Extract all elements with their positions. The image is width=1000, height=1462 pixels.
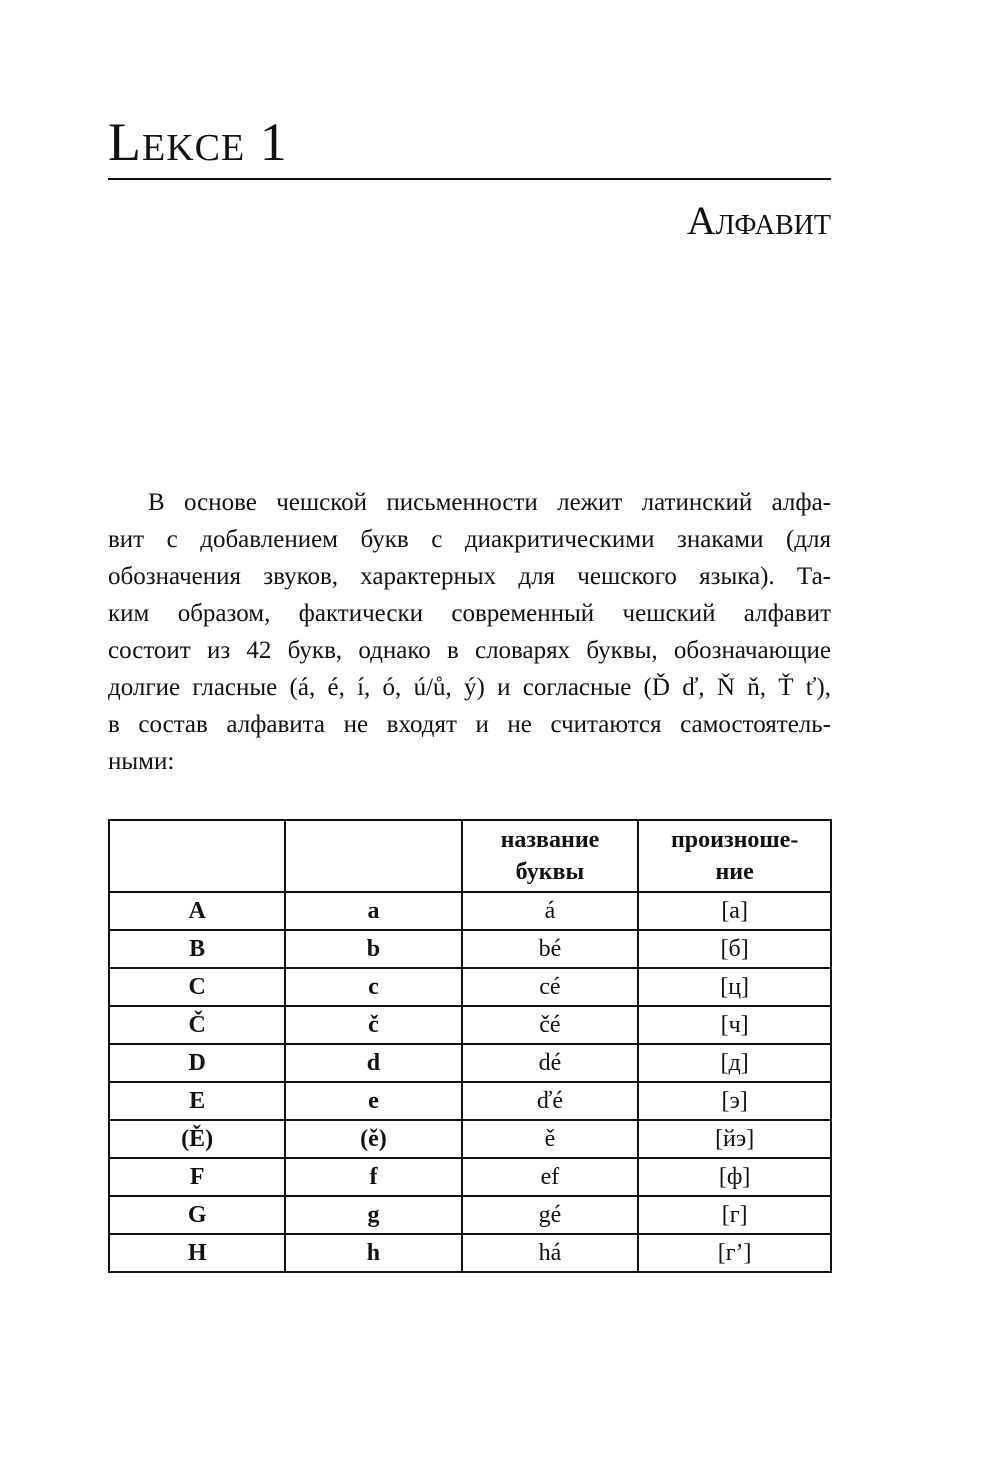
uppercase-cell: (Ě) [109,1120,285,1158]
uppercase-cell: E [109,1082,285,1120]
lowercase-cell: č [285,1006,461,1044]
header-pron-l1: произноше- [670,827,799,853]
uppercase-cell: B [109,930,285,968]
pronunciation-cell: [ц] [638,968,831,1006]
section-title: Алфавит [686,198,831,243]
table-row [109,1006,831,1044]
pronunciation-cell: [ф] [638,1158,831,1196]
lowercase-cell: g [285,1196,461,1234]
uppercase-cell: H [109,1234,285,1272]
lowercase-cell: a [285,892,461,930]
header-uppercase [109,820,285,892]
lowercase-cell: (ě) [285,1120,461,1158]
table-row [109,1044,831,1082]
lowercase-cell: h [285,1234,461,1272]
uppercase-cell: F [109,1158,285,1196]
table-row [109,1082,831,1120]
pronunciation-cell: [г] [638,1196,831,1234]
table-row [109,930,831,968]
alphabet-table [108,819,832,1273]
table-row [109,968,831,1006]
letter-name-cell: dé [462,1044,639,1082]
lowercase-cell: b [285,930,461,968]
letter-name-cell: cé [462,968,639,1006]
paragraph-line: обозначения звуков, характерных для чешского языка). Та- [108,563,831,590]
letter-name-cell: ě [462,1120,639,1158]
header-pron-l2: ние [715,859,754,885]
table-header-row [109,820,831,892]
pronunciation-cell: [а] [638,892,831,930]
pronunciation-cell: [ч] [638,1006,831,1044]
pronunciation-cell: [д] [638,1044,831,1082]
pronunciation-cell: [г’] [638,1234,831,1272]
lowercase-cell: c [285,968,461,1006]
table-row [109,1158,831,1196]
paragraph-line: состоит из 42 букв, однако в словарях буквы, обозначающие [108,637,831,664]
pronunciation-cell: [э] [638,1082,831,1120]
paragraph-line: ными: [108,748,175,775]
pronunciation-cell: [йэ] [638,1120,831,1158]
intro-paragraph [108,484,831,780]
uppercase-cell: D [109,1044,285,1082]
uppercase-cell: A [109,892,285,930]
table-row [109,1196,831,1234]
header-letter-name-l1: название [500,827,600,853]
table-row [109,892,831,930]
table-row [109,1234,831,1272]
header-lowercase [285,820,461,892]
lowercase-cell: f [285,1158,461,1196]
title-divider [108,178,831,180]
uppercase-cell: G [109,1196,285,1234]
paragraph-line: ким образом, фактически современный чешский алфавит [108,600,831,627]
letter-name-cell: bé [462,930,639,968]
letter-name-cell: há [462,1234,639,1272]
uppercase-cell: Č [109,1006,285,1044]
pronunciation-cell: [б] [638,930,831,968]
letter-name-cell: ďé [462,1082,639,1120]
uppercase-cell: C [109,968,285,1006]
header-letter-name-l2: буквы [515,859,585,885]
letter-name-cell: gé [462,1196,639,1234]
lowercase-cell: e [285,1082,461,1120]
chapter-title: Lekce 1 [108,112,288,172]
table-row [109,1120,831,1158]
header-pronunciation [638,820,831,892]
lowercase-cell: d [285,1044,461,1082]
header-letter-name [462,820,639,892]
paragraph-line: долгие гласные (á, é, í, ó, ú/ů, ý) и согласные (Ď ď, Ň ň, Ť ť), [108,674,831,701]
letter-name-cell: á [462,892,639,930]
letter-name-cell: čé [462,1006,639,1044]
paragraph-line: в состав алфавита не входят и не считаются самостоятель- [108,711,831,738]
letter-name-cell: ef [462,1158,639,1196]
paragraph-line: вит с добавлением букв с диакритическими знаками (для [108,526,831,553]
paragraph-line: В основе чешской письменности лежит латинский алфа- [148,489,831,516]
